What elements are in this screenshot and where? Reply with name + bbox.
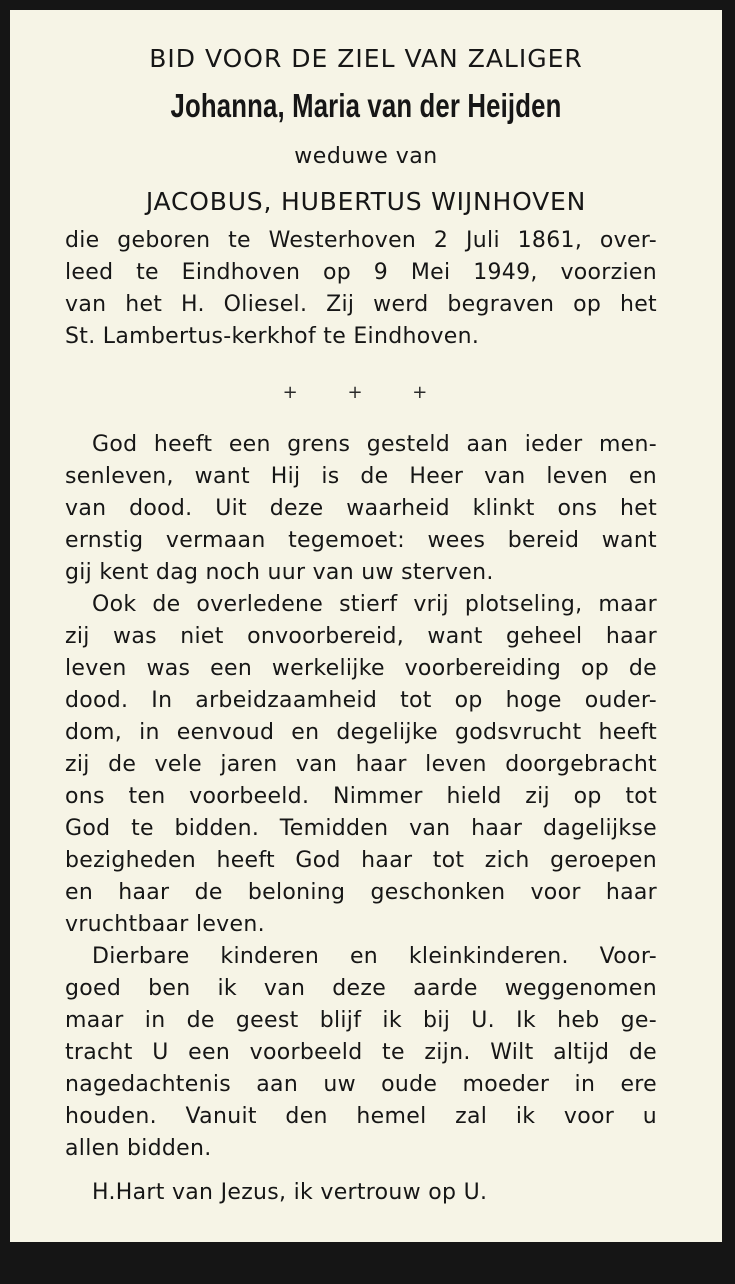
memorial-card [10,10,722,1242]
widow-of-label: weduwe van [294,144,438,169]
body-line: Dierbare kinderen en kleinkinderen. Voor- [92,944,657,969]
deceased-name: Johanna, Maria van der Heijden [170,87,562,124]
body-line: allen bidden. [65,1136,212,1161]
body-line: houden. Vanuit den hemel zal ik voor u [65,1104,657,1129]
bio-line: die geboren te Westerhoven 2 Juli 1861, over- [65,228,657,253]
bio-line: leed te Eindhoven op 9 Mei 1949, voorzien [65,260,657,285]
body-line: Ook de overledene stierf vrij plotseling, maar [92,592,657,617]
closing-prayer: H.Hart van Jezus, ik vertrouw op U. [92,1180,488,1205]
bio-line: van het H. Oliesel. Zij werd begraven op het [65,292,657,317]
body-line: God te bidden. Temidden van haar dagelijkse [65,816,657,841]
cross-separator: + + + [282,382,450,403]
body-line: zij de vele jaren van haar leven doorgebracht [65,752,657,777]
bio-line: St. Lambertus-kerkhof te Eindhoven. [65,324,480,349]
body-line: leven was een werkelijke voorbereiding op de [65,656,657,681]
body-line: maar in de geest blijf ik bij U. Ik heb ge- [65,1008,657,1033]
husband-name: JACOBUS, HUBERTUS WIJNHOVEN [145,187,587,216]
body-line: ons ten voorbeeld. Nimmer hield zij op tot [65,784,657,809]
body-line: tracht U een voorbeeld te zijn. Wilt altijd de [65,1040,657,1065]
body-line: bezigheden heeft God haar tot zich geroepen [65,848,657,873]
body-line: van dood. Uit deze waarheid klinkt ons het [65,496,657,521]
body-line: en haar de beloning geschonken voor haar [65,880,657,905]
prayer-heading: BID VOOR DE ZIEL VAN ZALIGER [149,44,583,73]
body-line: vruchtbaar leven. [65,912,265,937]
body-line: zij was niet onvoorbereid, want geheel haar [65,624,657,649]
body-line: gij kent dag noch uur van uw sterven. [65,560,494,585]
body-line: nagedachtenis aan uw oude moeder in ere [65,1072,657,1097]
body-line: ernstig vermaan tegemoet: wees bereid want [65,528,657,553]
body-line: goed ben ik van deze aarde weggenomen [65,976,657,1001]
body-line: God heeft een grens gesteld aan ieder men- [92,432,657,457]
body-line: dom, in eenvoud en degelijke godsvrucht heeft [65,720,657,745]
body-line: dood. In arbeidzaamheid tot op hoge ouder- [65,688,657,713]
body-line: senleven, want Hij is de Heer van leven en [65,464,657,489]
